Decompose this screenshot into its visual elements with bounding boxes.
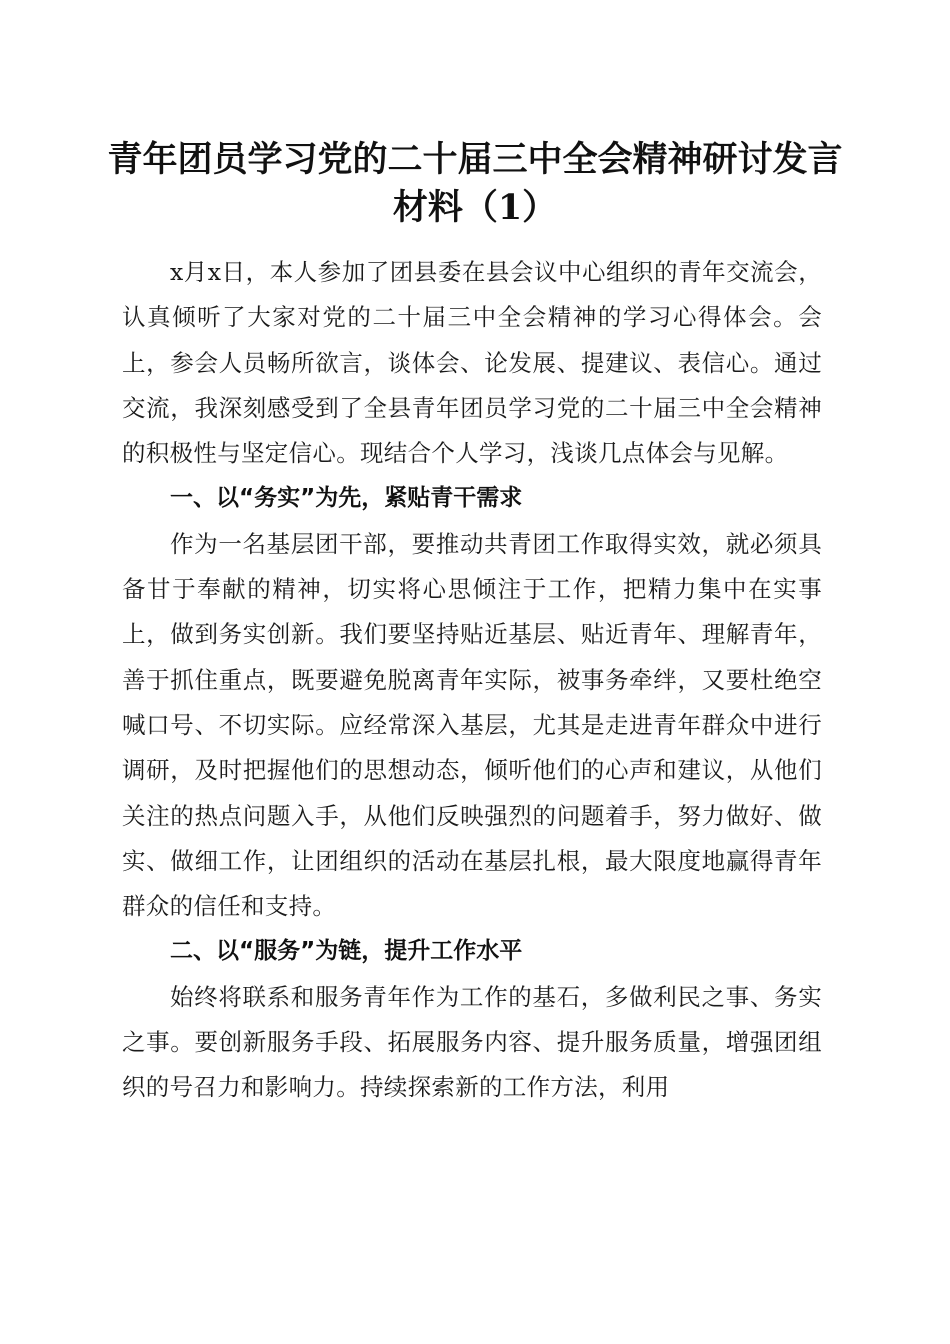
section-2-paragraph: 始终将联系和服务青年作为工作的基石，多做利民之事、务实之事。要创新服务手段、拓展服务内容、提升服务质量，增强团组织的号召力和影响力。持续探索新的工作方法，利用 <box>122 982 822 1102</box>
document-title: 青年团员学习党的二十届三中全会精神研讨发言材料（1） <box>107 139 843 228</box>
document-body <box>122 250 822 1111</box>
intro-paragraph: x月x日，本人参加了团县委在县会议中心组织的青年交流会，认真倾听了大家对党的二十届三中全会精神的学习心得体会。会上，参会人员畅所欲言，谈体会、论发展、提建议、表信心。通过交流，我深刻感受到了全县青年团员学习党的二十届三中全会精神的积极性与坚定信心。现结合个人学习，浅谈几点体会与见解。 <box>122 258 822 468</box>
section-1-paragraph: 作为一名基层团干部，要推动共青团工作取得实效，就必须具备甘于奉献的精神，切实将心思倾注于工作，把精力集中在实事上，做到务实创新。我们要坚持贴近基层、贴近青年、理解青年，善于抓住重点，既要避免脱离青年实际，被事务牵绊，又要杜绝空喊口号、不切实际。应经常深入基层，尤其是走进青年群众中进行调研，及时把握他们的思想动态，倾听他们的心声和建议，从他们关注的热点问题入手，从他们反映强烈的问题着手，努力做好、做实、做细工作，让团组织的活动在基层扎根，最大限度地赢得青年群众的信任和支持。 <box>122 529 822 921</box>
section-2-heading: 二、以“服务”为链，提升工作水平 <box>170 938 523 965</box>
section-1-heading: 一、以“务实”为先，紧贴青干需求 <box>170 485 523 512</box>
